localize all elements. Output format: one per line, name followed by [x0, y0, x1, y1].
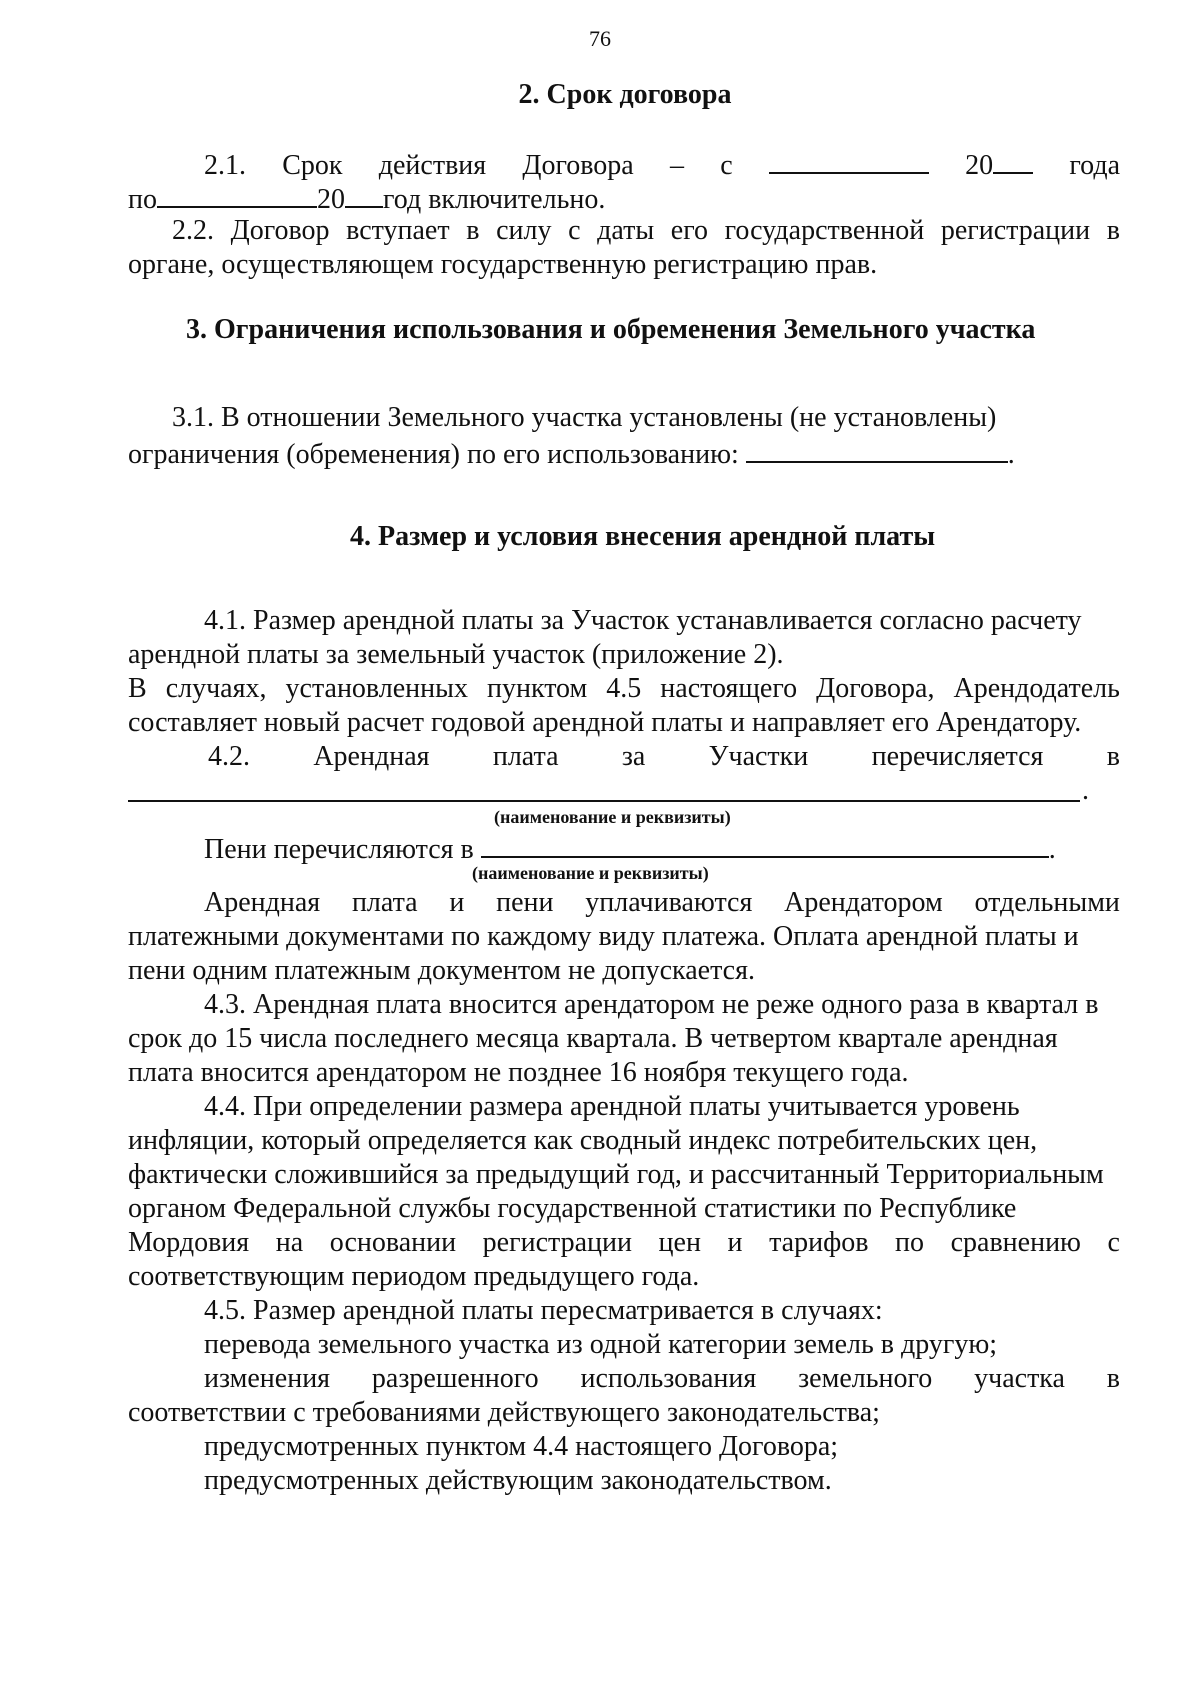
word: даты — [597, 215, 655, 246]
word: силу — [496, 215, 552, 246]
word: Участки — [708, 741, 809, 772]
word: и — [727, 1227, 743, 1258]
clause-2-2-line-1 — [172, 214, 1120, 248]
word: уплачиваются — [585, 887, 753, 918]
word: Арендная — [204, 887, 321, 918]
word: цен — [658, 1227, 701, 1258]
clause-4-2-payment-line-1 — [204, 886, 1120, 920]
clause-4-2-line-1 — [208, 740, 1120, 774]
clause-4-1-line-1: 4.1. Размер арендной платы за Участок устанавливается согласно расчету — [204, 605, 1082, 636]
word: тарифов — [769, 1227, 869, 1258]
word: вступает — [346, 215, 450, 246]
word: Арендатором — [784, 887, 943, 918]
clause-4-4-line-3: фактически сложившийся за предыдущий год, и рассчитанный Территориальным — [128, 1159, 1104, 1190]
word: перечисляется — [871, 741, 1044, 772]
clause-4-3-line-3: плата вносится арендатором не позднее 16 ноября текущего года. — [128, 1057, 909, 1088]
clause-4-4-line-1: 4.4. При определении размера арендной платы учитывается уровень — [204, 1091, 1020, 1122]
word: разрешенного — [371, 1363, 539, 1394]
page-number: 76 — [589, 26, 611, 51]
word: Арендная — [313, 741, 430, 772]
word: отдельными — [974, 887, 1120, 918]
clause-4-5-line-6: предусмотренных действующим законодательством. — [204, 1465, 832, 1496]
word: Договора — [522, 150, 634, 181]
payee-line-end: . — [1082, 775, 1089, 806]
clause-4-4-line-5 — [128, 1226, 1120, 1260]
line-end: . — [1007, 439, 1015, 470]
word: Мордовия — [128, 1227, 250, 1258]
word: установленных — [285, 673, 468, 704]
word: 4.2. — [208, 741, 250, 772]
clause-4-4-line-2: инфляции, который определяется как сводный индекс потребительских цен, — [128, 1125, 1038, 1156]
section-4-heading: 4. Размер и условия внесения арендной платы — [350, 521, 936, 552]
clause-4-5-line-5: предусмотренных пунктом 4.4 настоящего Договора; — [204, 1431, 839, 1462]
word: В — [128, 673, 147, 704]
word: регистрации — [482, 1227, 632, 1258]
word: в — [466, 215, 480, 246]
word: плата — [492, 741, 559, 772]
penalty-blank — [481, 830, 1049, 858]
clause-2-1-line-1 — [204, 146, 1120, 183]
date-blank — [157, 180, 317, 208]
word: в — [1106, 741, 1120, 772]
payee-blank-line — [128, 800, 1080, 802]
section-3-heading: 3. Ограничения использования и обременения Земельного участка — [186, 314, 1036, 345]
word: с — [720, 150, 733, 181]
clause-4-1-line-3 — [128, 672, 1120, 706]
word: с — [1107, 1227, 1120, 1258]
word: пени — [496, 887, 554, 918]
word: в — [1106, 215, 1120, 246]
word: изменения — [204, 1363, 331, 1394]
word: настоящего — [660, 673, 798, 704]
word: случаях, — [165, 673, 267, 704]
clause-4-5-line-1: 4.5. Размер арендной платы пересматривается в случаях: — [204, 1295, 883, 1326]
clause-4-1-line-4: составляет новый расчет годовой арендной платы и направляет его Арендатору. — [128, 707, 1082, 738]
clause-2-1-line-2 — [128, 180, 605, 217]
word: года — [1069, 150, 1120, 181]
word: его — [670, 215, 709, 246]
word: 4.5 — [606, 673, 642, 704]
clause-4-5-line-3 — [204, 1362, 1120, 1396]
year-blank — [345, 180, 383, 208]
word: регистрации — [940, 215, 1091, 246]
line-end: год включительно. — [382, 184, 606, 215]
clause-4-2-payment-line-2: платежными документами по каждому виду платежа. Оплата арендной платы и — [128, 921, 1079, 952]
date-blank — [769, 146, 929, 174]
word: Договор — [230, 215, 330, 246]
word: Срок — [282, 150, 343, 181]
word: использования — [580, 1363, 757, 1394]
clause-4-4-line-4: органом Федеральной службы государственной статистики по Республике — [128, 1193, 1017, 1224]
word: на — [275, 1227, 304, 1258]
clause-3-1-line-1: 3.1. В отношении Земельного участка установлены (не установлены) — [172, 402, 997, 433]
word: плата — [351, 887, 418, 918]
word: по — [895, 1227, 925, 1258]
clause-2-2-line-2: органе, осуществляющем государственную регистрацию прав. — [128, 249, 878, 280]
word: Арендодатель — [953, 673, 1120, 704]
line-text: Пени перечисляются в — [204, 834, 474, 865]
clause-4-3-line-1: 4.3. Арендная плата вносится арендатором не реже одного раза в квартал в — [204, 989, 1099, 1020]
clause-4-5-line-4: соответствии с требованиями действующего законодательства; — [128, 1397, 880, 1428]
year-prefix: 20 — [316, 184, 345, 215]
clause-4-4-line-6: соответствующим периодом предыдущего года. — [128, 1261, 700, 1292]
word: Договора, — [816, 673, 935, 704]
word: земельного — [798, 1363, 933, 1394]
line-text: ограничения (обременения) по его использованию: — [128, 439, 739, 470]
line-end: . — [1048, 834, 1056, 865]
clause-4-1-line-2: арендной платы за земельный участок (приложение 2). — [128, 639, 784, 670]
word: государственной — [724, 215, 925, 246]
word: и — [449, 887, 465, 918]
word: за — [621, 741, 646, 772]
section-2-heading: 2. Срок договора — [518, 79, 732, 110]
restrictions-blank — [746, 435, 1008, 463]
year-field: 20 — [965, 146, 1033, 183]
clause-4-2-payment-line-3: пени одним платежным документом не допускается. — [128, 955, 755, 986]
word: с — [568, 215, 581, 246]
caption-name-and-details-2: (наименование и реквизиты) — [472, 863, 709, 883]
word: пунктом — [486, 673, 588, 704]
word: в — [1106, 1363, 1120, 1394]
word: основании — [329, 1227, 457, 1258]
word: участка — [974, 1363, 1065, 1394]
clause-4-3-line-2: срок до 15 числа последнего месяца квартала. В четвертом квартале арендная — [128, 1023, 1058, 1054]
word: 2.1. — [204, 150, 246, 181]
clause-3-1-line-2 — [128, 435, 1015, 472]
word: действия — [378, 150, 487, 181]
word: по — [128, 184, 157, 215]
word: сравнению — [950, 1227, 1081, 1258]
caption-name-and-details-1: (наименование и реквизиты) — [494, 807, 731, 827]
clause-4-5-line-2: перевода земельного участка из одной категории земель в другую; — [204, 1329, 998, 1360]
word: 2.2. — [172, 215, 214, 246]
word: – — [669, 150, 684, 181]
